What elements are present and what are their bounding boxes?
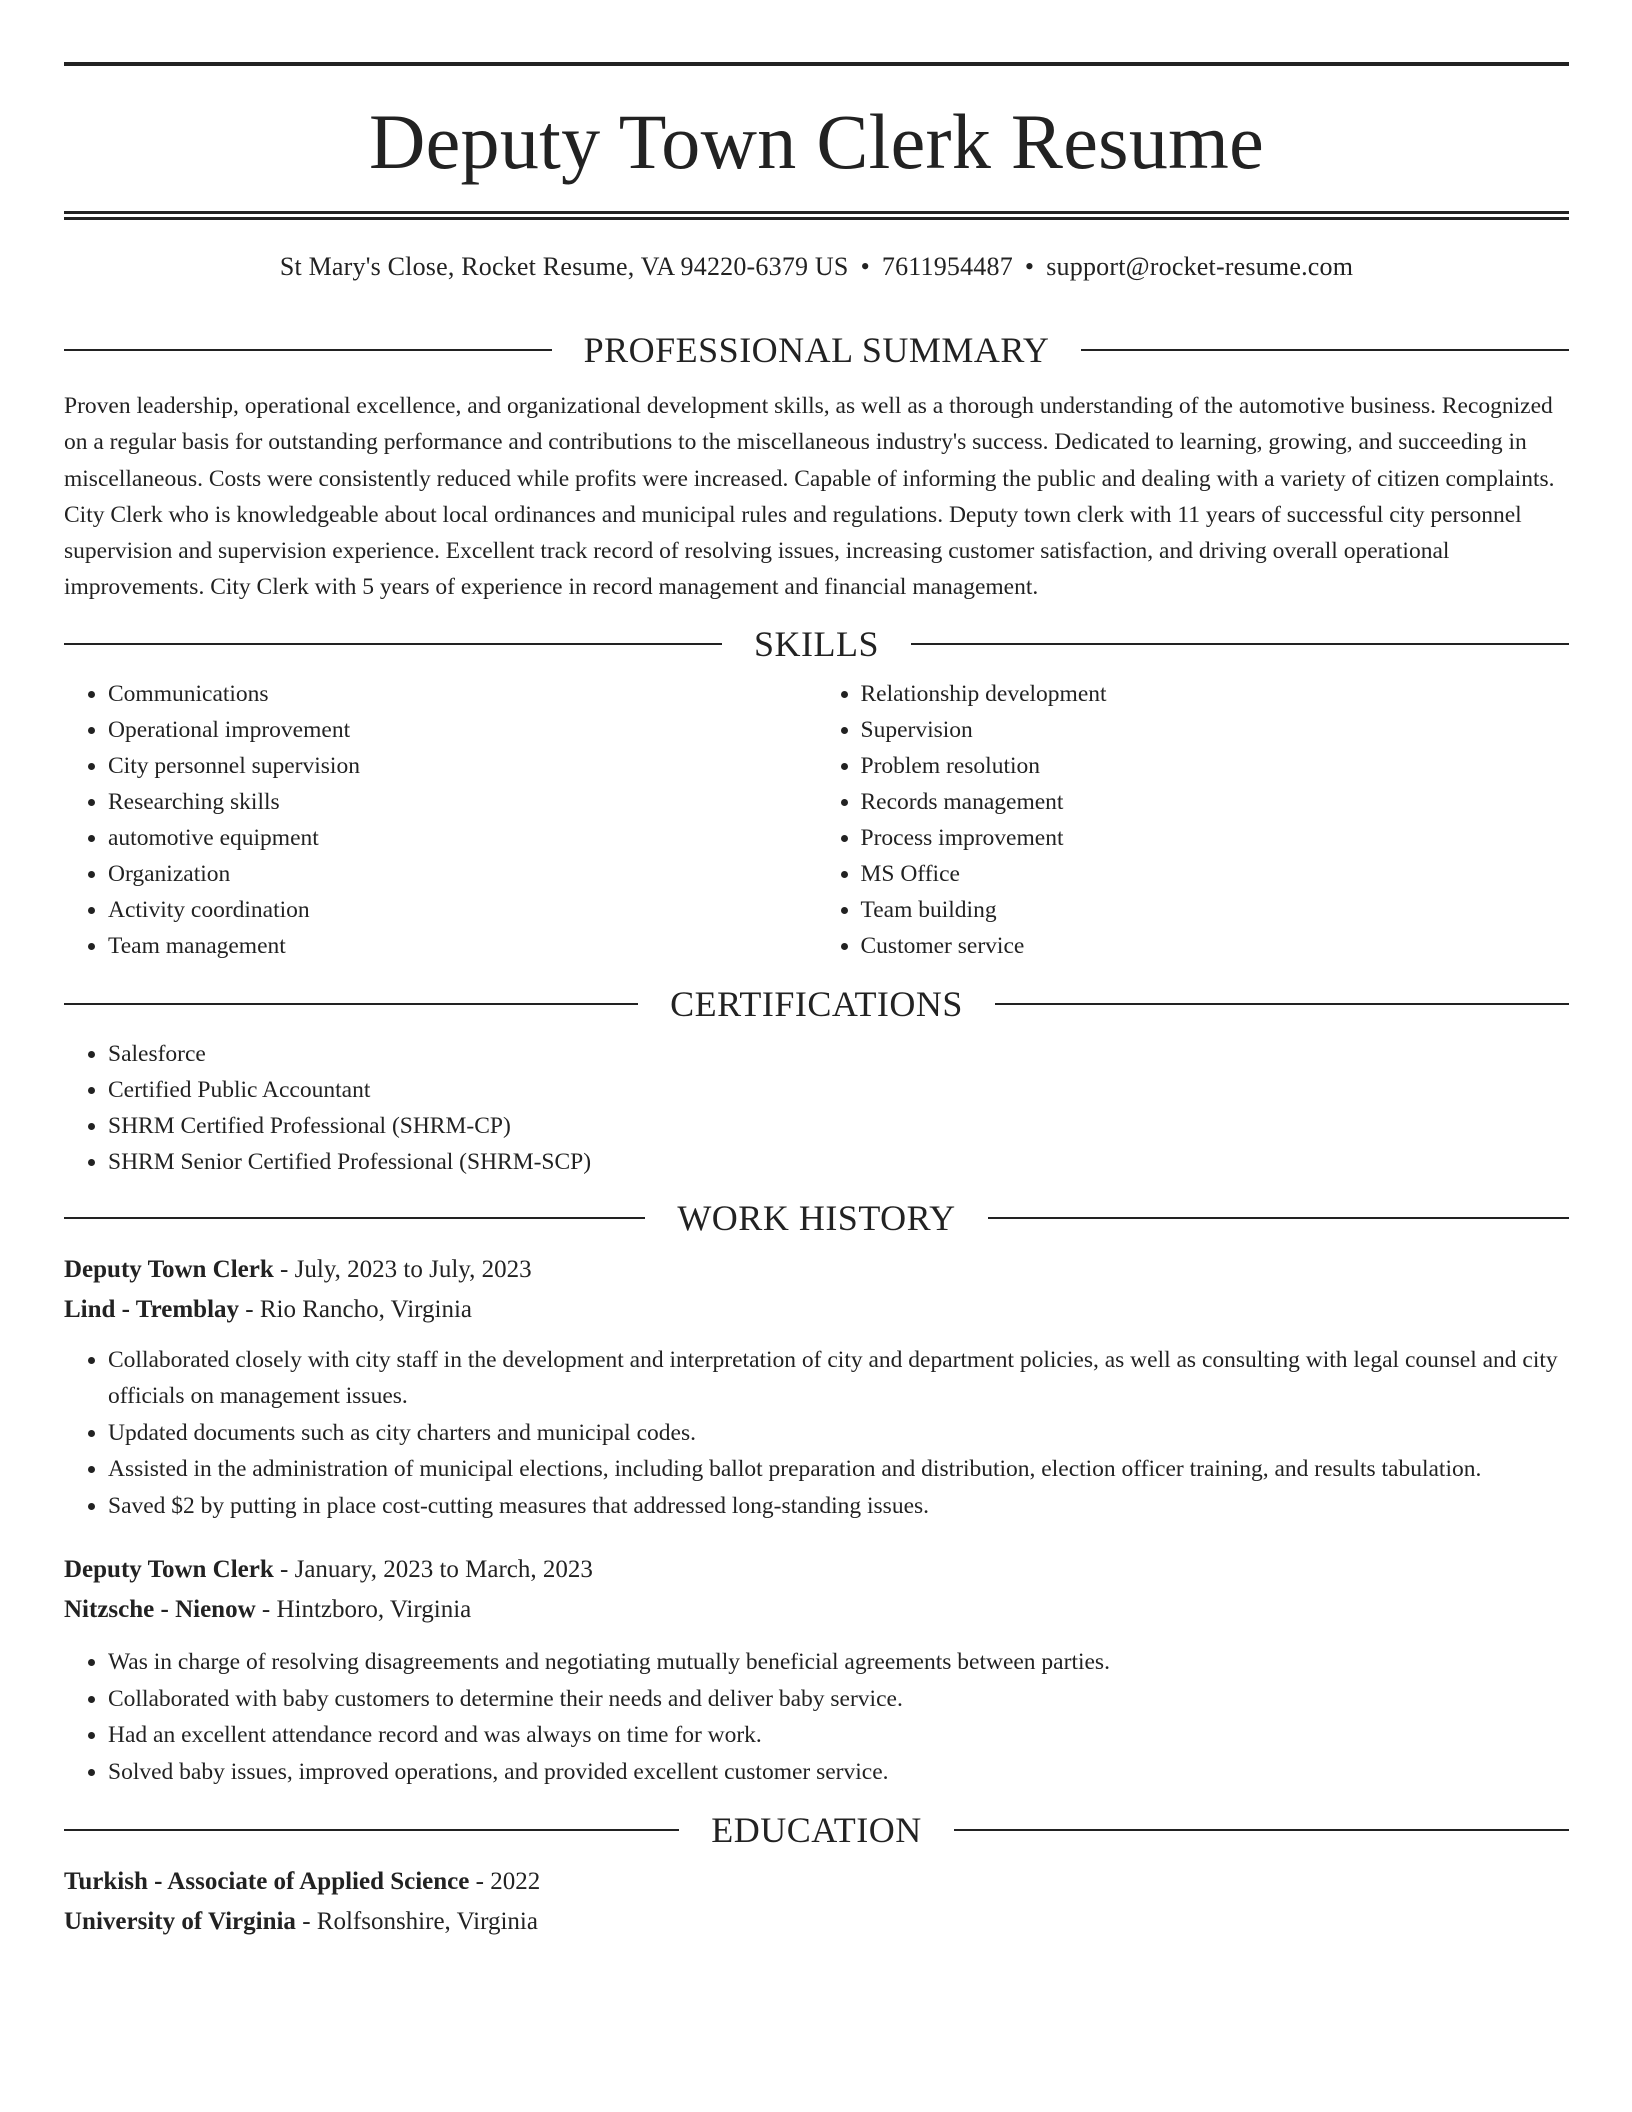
skills-list (64, 676, 1569, 964)
section-header-certifications (64, 983, 1569, 1024)
certification-item: • SHRM Certified Professional (SHRM-CP) (108, 1108, 1569, 1144)
section-rule-left (64, 643, 722, 645)
job-entry (64, 1550, 1569, 1790)
skill-item: • Records management (861, 784, 1570, 820)
skill-item: • Operational improvement (108, 712, 817, 748)
section-rule-left (64, 1829, 679, 1831)
section-rule-right (954, 1829, 1569, 1831)
skill-item: • MS Office (861, 856, 1570, 892)
skill-item: • Relationship development (861, 676, 1570, 712)
section-rule-right (995, 1003, 1569, 1005)
skill-item: • Customer service (861, 928, 1570, 964)
skills-column-right (817, 676, 1570, 964)
skill-item: • automotive equipment (108, 820, 817, 856)
skill-item: • Team building (861, 892, 1570, 928)
job-company-line (64, 1290, 1569, 1330)
job-location: - Rio Rancho, Virginia (239, 1295, 473, 1323)
job-bullet: • Assisted in the administration of municipal elections, including ballot preparation and distribution, election officer training, and results tabulation. (108, 1451, 1569, 1488)
education-year: - 2022 (469, 1868, 541, 1896)
section-title-skills: SKILLS (754, 623, 880, 664)
certification-item: • Certified Public Accountant (108, 1072, 1569, 1108)
education-entry (64, 1862, 1569, 1942)
contact-separator: • (860, 252, 870, 281)
job-bullet: • Saved $2 by putting in place cost-cutting measures that addressed long-standing issues. (108, 1488, 1569, 1525)
skill-item: • Communications (108, 676, 817, 712)
job-bullet: • Had an excellent attendance record and was always on time for work. (108, 1717, 1569, 1754)
section-rule-left (64, 349, 552, 351)
contact-line (64, 254, 1569, 280)
contact-separator: • (1024, 252, 1035, 281)
job-bullet: • Was in charge of resolving disagreements and negotiating mutually beneficial agreements between parties. (108, 1644, 1569, 1681)
contact-address: St Mary's Close, Rocket Resume, VA 94220-6379 US (279, 252, 849, 281)
job-title-line (64, 1550, 1569, 1590)
certification-item: • Salesforce (108, 1036, 1569, 1072)
skill-item: • Researching skills (108, 784, 817, 820)
job-title: Deputy Town Clerk (64, 1556, 274, 1584)
section-header-summary (64, 332, 1569, 368)
section-header-skills (64, 623, 1569, 664)
contact-email: support@rocket-resume.com (1046, 252, 1354, 281)
contact-phone: 7611954487 (881, 252, 1013, 281)
skill-item: • Activity coordination (108, 892, 817, 928)
skill-item: • City personnel supervision (108, 748, 817, 784)
job-company-line (64, 1590, 1569, 1630)
skill-item: • Process improvement (861, 820, 1570, 856)
job-title: Deputy Town Clerk (64, 1255, 274, 1283)
education-school: University of Virginia (64, 1908, 296, 1936)
job-bullet: • Solved baby issues, improved operations, and provided excellent customer service. (108, 1754, 1569, 1791)
job-bullet: • Collaborated closely with city staff in the development and interpretation of city and department policies, as well as consulting with legal counsel and city officials on management issues. (108, 1342, 1569, 1415)
education-school-line (64, 1902, 1569, 1942)
resume-page (64, 62, 1569, 1942)
job-bullets (64, 1342, 1569, 1525)
job-company: Nitzsche - Nienow (64, 1596, 256, 1624)
job-bullets (64, 1644, 1569, 1790)
certifications-list (64, 1036, 1569, 1180)
skill-item: • Team management (108, 928, 817, 964)
resume-title: Deputy Town Clerk Resume (368, 98, 1265, 185)
section-header-education (64, 1810, 1569, 1851)
certification-item: • SHRM Senior Certified Professional (SHRM-SCP) (108, 1144, 1569, 1180)
section-title-education: EDUCATION (711, 1810, 922, 1851)
job-company: Lind - Tremblay (64, 1295, 240, 1323)
section-header-work-history (64, 1197, 1569, 1238)
skill-item: • Problem resolution (861, 748, 1570, 784)
section-rule-left (64, 1217, 645, 1219)
job-bullet: • Updated documents such as city charters and municipal codes. (108, 1415, 1569, 1452)
job-dates: - January, 2023 to March, 2023 (273, 1556, 593, 1584)
job-location: - Hintzboro, Virginia (255, 1596, 472, 1624)
skills-column-left (64, 676, 817, 964)
job-entry (64, 1250, 1569, 1525)
job-title-line (64, 1250, 1569, 1290)
section-title-work-history: WORK HISTORY (677, 1197, 956, 1238)
summary-text: Proven leadership, operational excellence, and organizational development skills, as well as a thorough understanding of the automotive business. Recognized on a regular basis for outstanding performance and contributions to the miscellaneous industry's success. Dedicated to learning, growing, and succeeding in miscellaneous. Costs were consistently reduced while profits were increased. Capable of informing the public and dealing with a variety of citizen complaints. City Clerk who is knowledgeable about local ordinances and municipal rules and regulations. Deputy town clerk with 11 years of successful city personnel supervision and supervision experience. Excellent track record of resolving issues, increasing customer satisfaction, and driving overall operational improvements. City Clerk with 5 years of experience in record management and financial management. (64, 393, 1555, 601)
section-rule-right (1081, 349, 1569, 351)
section-rule-left (64, 1003, 638, 1005)
skill-item: • Organization (108, 856, 817, 892)
section-rule-right (911, 643, 1569, 645)
section-title-summary: PROFESSIONAL SUMMARY (583, 330, 1050, 370)
education-degree-line (64, 1862, 1569, 1902)
education-location: - Rolfsonshire, Virginia (295, 1908, 538, 1936)
top-rule (64, 62, 1569, 66)
title-double-rule (64, 211, 1569, 220)
section-title-certifications: CERTIFICATIONS (670, 983, 963, 1024)
education-degree: Turkish - Associate of Applied Science (64, 1868, 470, 1896)
skill-item: • Supervision (861, 712, 1570, 748)
section-rule-right (988, 1217, 1569, 1219)
job-dates: - July, 2023 to July, 2023 (273, 1255, 532, 1283)
job-bullet: • Collaborated with baby customers to determine their needs and deliver baby service. (108, 1681, 1569, 1718)
